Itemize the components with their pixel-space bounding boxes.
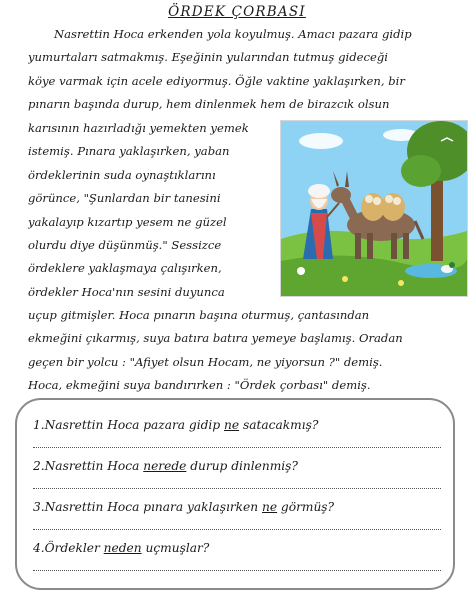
answer-line-4[interactable] (33, 570, 441, 571)
question-text: Nasrettin Hoca (44, 459, 144, 473)
story-line: köye varmak için acele ediyormuş. Öğle vaktine yaklaşırken, bir (28, 73, 405, 88)
story-middle (28, 117, 278, 304)
flower (342, 276, 348, 282)
tree-canopy (401, 155, 441, 187)
story-line: karısının hazırladığı yemekten yemek (28, 121, 249, 135)
story-line: görünce, "Şunlardan bir tanesini (28, 191, 221, 206)
cloud (299, 133, 343, 149)
question-text: Ördekler (44, 541, 104, 555)
story-line: Nasrettin Hoca erkenden yola koyulmuş. Amacı pazara gidip (54, 27, 412, 41)
answer-line-1[interactable] (33, 447, 441, 448)
question-text: uçmuşlar? (141, 541, 210, 555)
story-line: olurdu diye düşünmüş." Sessizce (28, 237, 222, 252)
flower (297, 267, 305, 275)
question-number: 3. (33, 500, 45, 514)
question-2 (33, 459, 443, 473)
story-line: geçen bir yolcu : "Afiyet olsun Hocam, ne yiyorsun ?" demiş. (28, 354, 383, 369)
story-line: Hoca, ekmeğini suya bandırırken : "Ördek çorbası" demiş. (28, 378, 371, 393)
hoca-donkey-illustration (281, 121, 467, 296)
story-line: ördeklerinin suda oynaştıklarını (28, 167, 216, 182)
page-title: ÖRDEK ÇORBASI (168, 4, 306, 20)
question-text: görmüş? (277, 500, 335, 514)
story-line: yakalayıp kızartıp yesem ne güzel (28, 214, 227, 229)
story-line: pınarın başında durup, hem dinlenmek hem de birazcık olsun (28, 97, 390, 112)
answer-line-3[interactable] (33, 529, 441, 530)
questions-box (15, 398, 455, 590)
story-line: istemiş. Pınara yaklaşırken, yaban (28, 144, 230, 159)
question-text: Nasrettin Hoca pınara yaklaşırken (44, 500, 262, 514)
question-keyword: neden (103, 541, 142, 555)
flower (398, 280, 404, 286)
question-number: 4. (33, 541, 45, 555)
question-text: satacakmış? (239, 418, 319, 432)
question-number: 2. (33, 459, 45, 473)
story-illustration (280, 120, 468, 297)
story-line: uçup gitmişler. Hoca pınarın başına oturmuş, çantasından (28, 308, 370, 322)
question-1 (33, 418, 443, 432)
question-keyword: ne (224, 418, 240, 432)
question-3 (33, 500, 443, 514)
story-line: yumurtaları satmakmış. Eşeğinin yularından tutmuş gideceği (28, 50, 388, 65)
story-line: ördekler Hoca'nın sesini duyunca (28, 284, 225, 299)
question-4 (33, 541, 443, 555)
story-line: ekmeğini çıkarmış, suya batıra batıra yemeye başlamış. Oradan (28, 331, 403, 346)
question-number: 1. (33, 418, 45, 432)
question-text: durup dinlenmiş? (186, 459, 298, 473)
story-end (28, 304, 458, 398)
question-text: Nasrettin Hoca pazara gidip (44, 418, 225, 432)
story-line: ördeklere yaklaşmaya çalışırken, (28, 261, 222, 276)
story-intro (28, 23, 458, 117)
question-keyword: nerede (143, 459, 187, 473)
question-keyword: ne (262, 500, 278, 514)
answer-line-2[interactable] (33, 488, 441, 489)
